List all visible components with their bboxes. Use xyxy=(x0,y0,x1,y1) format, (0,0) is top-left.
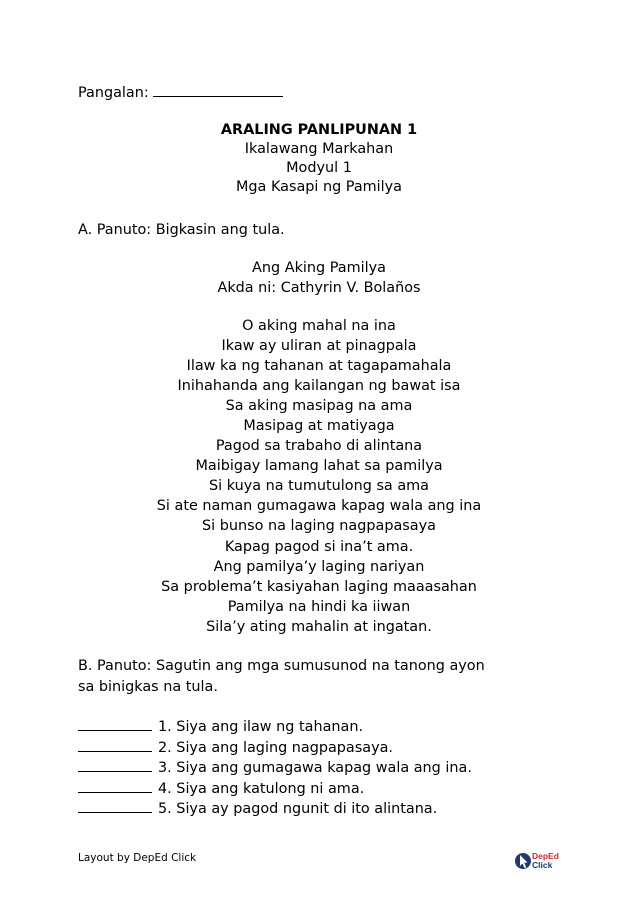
question-text: 2. Siya ang laging nagpapasaya. xyxy=(158,739,393,756)
answer-blank[interactable] xyxy=(78,798,152,813)
poem-line: Pamilya na hindi ka iiwan xyxy=(227,598,411,615)
answer-blank[interactable] xyxy=(78,778,152,793)
name-label: Pangalan: xyxy=(78,85,149,101)
question-text: 5. Siya ay pagod ngunit di ito alintana. xyxy=(158,801,438,817)
question-item xyxy=(78,798,472,819)
question-item xyxy=(78,716,472,737)
question-item xyxy=(78,737,472,758)
poem-line: Ang pamilya’y laging nariyan xyxy=(213,558,425,575)
name-blank[interactable] xyxy=(153,82,283,97)
question-text: 1. Siya ang ilaw ng tahanan. xyxy=(158,719,364,735)
poem-line: Si kuya na tumutulong sa ama xyxy=(209,478,429,495)
poem-line: Sila’y ating mahalin at ingatan. xyxy=(206,618,432,635)
deped-click-logo xyxy=(514,849,564,873)
poem-line: Inihahanda ang kailangan ng bawat isa xyxy=(177,378,461,395)
poem-author: Akda ni: Cathyrin V. Bolaños xyxy=(217,280,421,296)
footer-credit: Layout by DepEd Click xyxy=(78,852,197,864)
poem-line: Ilaw ka ng tahanan at tagapamahala xyxy=(186,358,452,375)
poem-line: Kapag pagod si ina’t ama. xyxy=(224,538,414,555)
question-item xyxy=(78,778,472,799)
page-title: ARALING PANLIPUNAN 1 xyxy=(220,122,418,138)
poem-line: Pagod sa trabaho di alintana xyxy=(215,438,423,455)
question-text: 4. Siya ang katulong ni ama. xyxy=(158,780,365,797)
logo-wordmark xyxy=(532,852,559,869)
logo-text-bottom: Click xyxy=(532,859,553,870)
poem-line: O aking mahal na ina xyxy=(242,318,396,334)
section-a-instruction: A. Panuto: Bigkasin ang tula. xyxy=(78,222,285,238)
poem-line: Ikaw ay uliran at pinagpala xyxy=(221,338,417,355)
poem-body xyxy=(0,316,638,637)
answer-blank[interactable] xyxy=(78,716,152,731)
poem-line: Masipag at matiyaga xyxy=(243,418,395,435)
poem-title: Ang Aking Pamilya xyxy=(252,260,386,276)
section-b-instruction-line-2: sa binigkas na tula. xyxy=(78,679,218,695)
name-line xyxy=(78,82,283,103)
poem-line: Sa problema’t kasiyahan laging maaasahan xyxy=(161,578,477,595)
logo-text-top: DepEd xyxy=(532,851,559,861)
poem-line: Si bunso na laging nagpapasaya xyxy=(202,518,436,535)
question-item xyxy=(78,757,472,778)
answer-blank[interactable] xyxy=(78,737,152,752)
question-list xyxy=(78,716,472,819)
section-b-instruction-line-1: B. Panuto: Sagutin ang mga sumusunod na tanong ayon xyxy=(78,658,485,674)
quarter-label: Ikalawang Markahan xyxy=(244,141,394,157)
poem-line: Sa aking masipag na ama xyxy=(225,398,413,415)
question-text: 3. Siya ang gumagawa kapag wala ang ina. xyxy=(158,760,472,776)
cursor-hand-icon xyxy=(514,849,534,871)
module-label: Modyul 1 xyxy=(286,160,352,176)
poem-line: Maibigay lamang lahat sa pamilya xyxy=(195,458,443,475)
topic-label: Mga Kasapi ng Pamilya xyxy=(236,179,402,195)
poem-line: Si ate naman gumagawa kapag wala ang ina xyxy=(156,498,482,515)
answer-blank[interactable] xyxy=(78,757,152,772)
